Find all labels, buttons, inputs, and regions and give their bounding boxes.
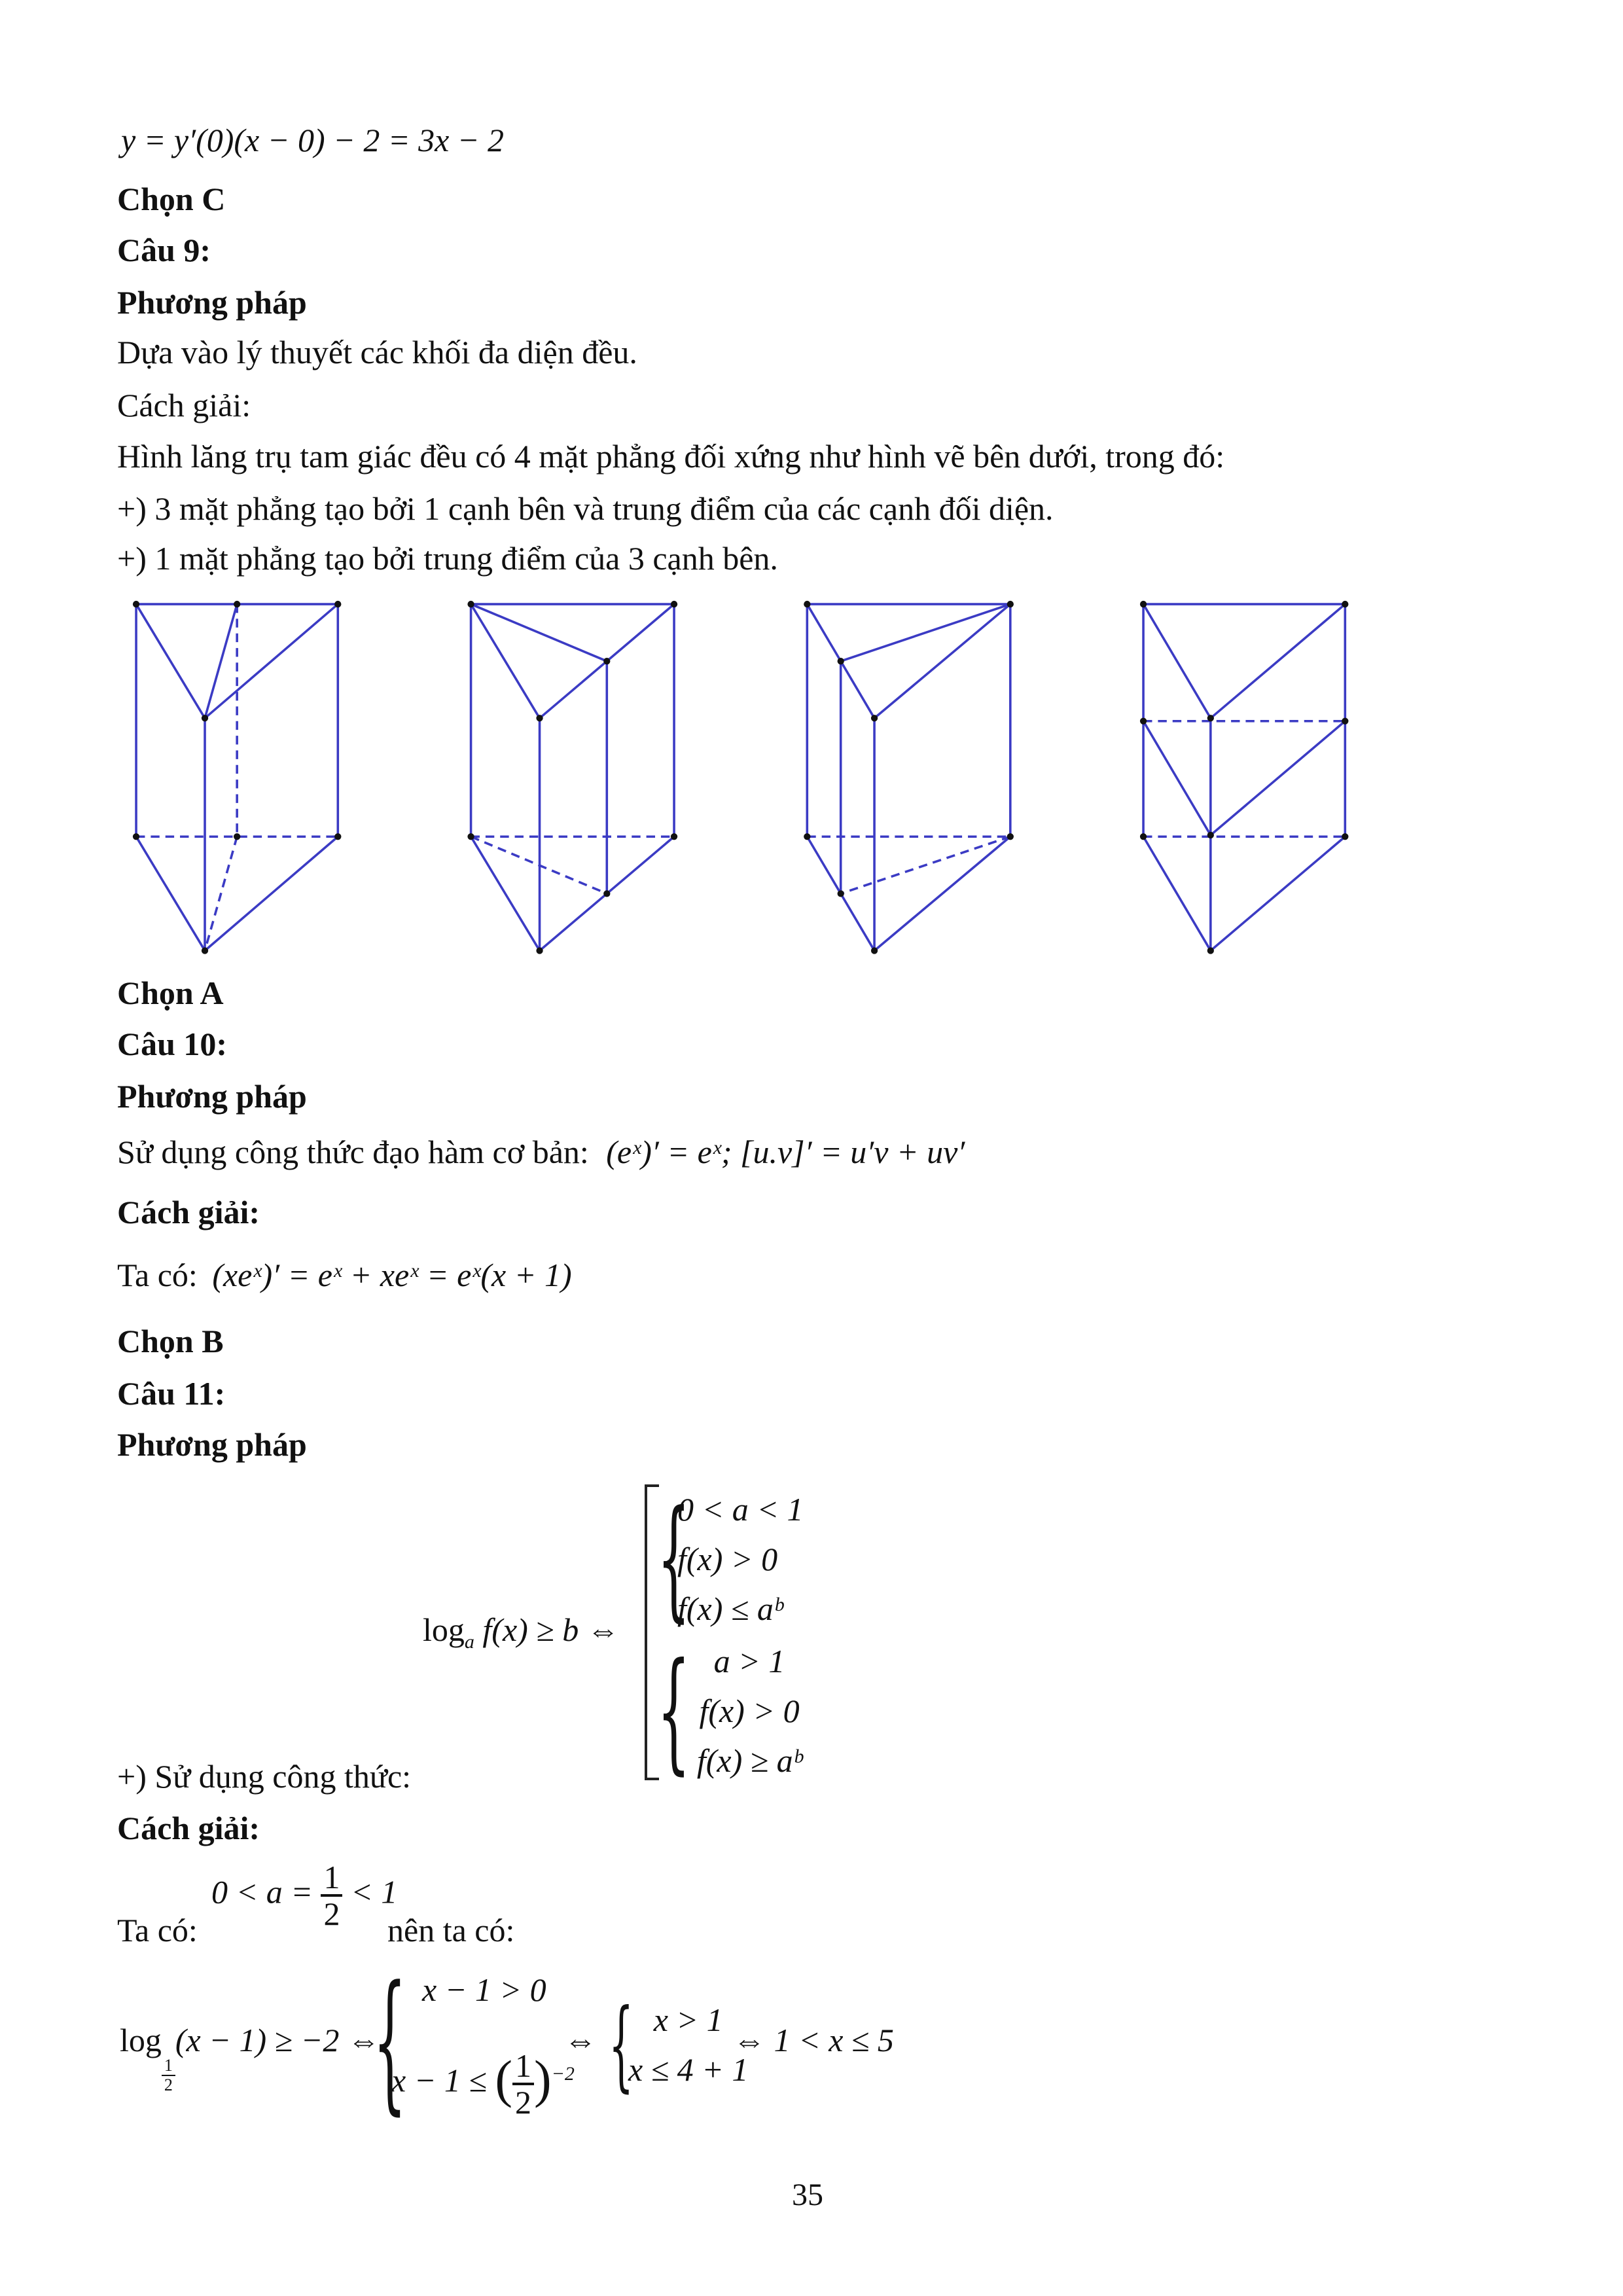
case-1-row: f(x) ≤ aᵇ	[677, 1590, 783, 1627]
case-1-row: f(x) > 0	[677, 1541, 778, 1577]
vertex-point	[467, 601, 474, 607]
numerator: 1	[321, 1860, 342, 1897]
solution-line	[117, 1255, 572, 1295]
method-heading: Phương pháp	[117, 1078, 307, 1115]
denominator: 2	[515, 2084, 532, 2121]
case-2-row: f(x) ≥ aᵇ	[696, 1742, 802, 1779]
vertex-point	[671, 833, 677, 840]
prism-edge	[1211, 604, 1346, 718]
prism-edge	[471, 836, 540, 950]
prism-symmetry-figures	[117, 585, 1374, 973]
solution-text: +) 1 mặt phẳng tạo bởi trung điểm của 3 cạnh bên.	[117, 540, 778, 577]
solution-heading: Cách giải:	[117, 1810, 260, 1846]
symmetry-plane-edge	[205, 836, 237, 950]
vertex-point	[804, 601, 810, 607]
method-text	[117, 1132, 965, 1172]
symmetry-plane-edge	[205, 604, 237, 718]
symmetry-plane-edge	[1211, 721, 1346, 835]
numerator: 1	[512, 2049, 534, 2085]
denominator: 2	[164, 2075, 173, 2094]
page-number: 35	[792, 2178, 823, 2212]
prism-edge	[136, 604, 205, 718]
vertex-point	[838, 890, 844, 897]
symmetry-plane-edge	[841, 836, 1010, 893]
vertex-point	[603, 890, 610, 897]
prism-edge	[1143, 836, 1211, 950]
row-left: x − 1 ≤	[391, 2062, 487, 2099]
system-row: x > 1	[653, 2001, 723, 2038]
vertex-point	[467, 833, 474, 840]
method-text: Dựa vào lý thuyết các khối đa diện đều.	[117, 334, 637, 370]
solution-heading: Cách giải:	[117, 1194, 260, 1230]
method-text: +) Sử dụng công thức:	[117, 1758, 412, 1795]
log-inequality	[120, 2020, 380, 2094]
log-label: log	[423, 1611, 465, 1648]
case-1-row: 0 < a < 1	[677, 1491, 804, 1528]
vertex-point	[1007, 601, 1014, 607]
prism-edge	[874, 836, 1010, 950]
vertex-point	[1207, 832, 1214, 838]
vertex-point	[1140, 833, 1147, 840]
fraction-one-half	[512, 2049, 534, 2119]
fraction-one-half	[321, 1860, 342, 1931]
answer-c: Chọn C	[117, 181, 226, 217]
brace: {	[373, 1954, 407, 2129]
vertex-point	[1342, 833, 1348, 840]
symmetry-plane-edge	[841, 604, 1010, 661]
system-2	[628, 1995, 748, 2094]
vertex-point	[1140, 718, 1147, 725]
log-base: a	[464, 1631, 474, 1653]
vertex-point	[1342, 601, 1348, 607]
answer-a: Chọn A	[117, 975, 224, 1011]
vertex-point	[1140, 601, 1147, 607]
system-row: x ≤ 4 + 1	[628, 2051, 749, 2088]
question-10-heading: Câu 10:	[117, 1026, 228, 1062]
answer-b: Chọn B	[117, 1323, 224, 1359]
vertex-point	[133, 833, 139, 840]
paren: )	[534, 2051, 552, 2109]
solution-prefix: Ta có:	[117, 1912, 198, 1948]
symmetry-plane-edge	[471, 604, 607, 661]
log-inequality-rest: (x − 1) ≥ −2 ⇔	[175, 2022, 380, 2058]
paren: (	[495, 2051, 513, 2109]
vertex-point	[536, 947, 543, 954]
vertex-point	[334, 601, 341, 607]
condition-right: < 1	[350, 1873, 398, 1910]
log-base-fraction	[162, 2056, 175, 2094]
case-2-row: f(x) > 0	[699, 1693, 800, 1729]
vertex-point	[603, 658, 610, 664]
derivative-result: (xeˣ)′ = eˣ + xeˣ = eˣ(x + 1)	[212, 1257, 572, 1293]
vertex-point	[871, 947, 878, 954]
vertex-point	[133, 601, 139, 607]
system-row	[391, 2049, 575, 2119]
case-2-row: a > 1	[713, 1643, 785, 1679]
vertex-point	[871, 715, 878, 721]
tangent-equation: y = y′(0)(x − 0) − 2 = 3x − 2	[121, 122, 505, 158]
vertex-point	[536, 715, 543, 721]
solution-text: Hình lăng trụ tam giác đều có 4 mặt phẳng đối xứng như hình vẽ bên dưới, trong đó:	[117, 438, 1225, 475]
brace: {	[657, 1635, 690, 1787]
solution-text: +) 3 mặt phẳng tạo bởi 1 cạnh bên và trung điểm của các cạnh đối diện.	[117, 490, 1054, 527]
brace: {	[657, 1482, 690, 1635]
prism-edge	[1143, 604, 1211, 718]
vertex-point	[234, 833, 240, 840]
vertex-point	[1342, 718, 1348, 725]
log-rule-lhs	[423, 1610, 620, 1662]
vertex-point	[202, 715, 208, 721]
exponent: −2	[551, 2062, 575, 2085]
final-result: ⇔ 1 < x ≤ 5	[733, 2022, 894, 2058]
method-heading: Phương pháp	[117, 284, 307, 321]
log-rule-rest: f(x) ≥ b ⇔	[474, 1611, 620, 1648]
system-row: x − 1 > 0	[422, 1971, 546, 2008]
solution-heading: Cách giải:	[117, 387, 251, 423]
numerator: 1	[162, 2056, 175, 2076]
prism-edge	[874, 604, 1010, 718]
vertex-point	[202, 947, 208, 954]
method-heading: Phương pháp	[117, 1426, 307, 1463]
vertex-point	[1007, 833, 1014, 840]
method-text-label: Sử dụng công thức đạo hàm cơ bản:	[117, 1134, 589, 1170]
case-1	[677, 1484, 803, 1634]
log-label: log	[120, 2022, 162, 2058]
denominator: 2	[323, 1895, 340, 1932]
solution-suffix: nên ta có:	[387, 1912, 515, 1948]
vertex-point	[234, 601, 240, 607]
vertex-point	[671, 601, 677, 607]
question-9-heading: Câu 9:	[117, 232, 211, 268]
vertex-point	[1207, 947, 1214, 954]
question-11-heading: Câu 11:	[117, 1375, 226, 1412]
prism-edge	[471, 604, 540, 718]
equivalence-sign: ⇔	[564, 2022, 597, 2058]
derivative-formula: (eˣ)′ = eˣ; [u.v]′ = u′v + uv′	[606, 1134, 965, 1170]
brace: {	[609, 1988, 634, 2102]
base-condition	[211, 1860, 397, 1931]
vertex-point	[1207, 715, 1214, 721]
prism-edge	[136, 836, 205, 950]
prism-edge	[1211, 836, 1346, 950]
symmetry-plane-edge	[1143, 721, 1211, 835]
vertex-point	[334, 833, 341, 840]
prism-edge	[205, 836, 338, 950]
vertex-point	[838, 658, 844, 664]
case-2	[684, 1636, 815, 1785]
condition-left: 0 < a =	[211, 1873, 313, 1910]
solution-prefix: Ta có:	[117, 1257, 198, 1293]
prism-edge	[205, 604, 338, 718]
vertex-point	[804, 833, 810, 840]
